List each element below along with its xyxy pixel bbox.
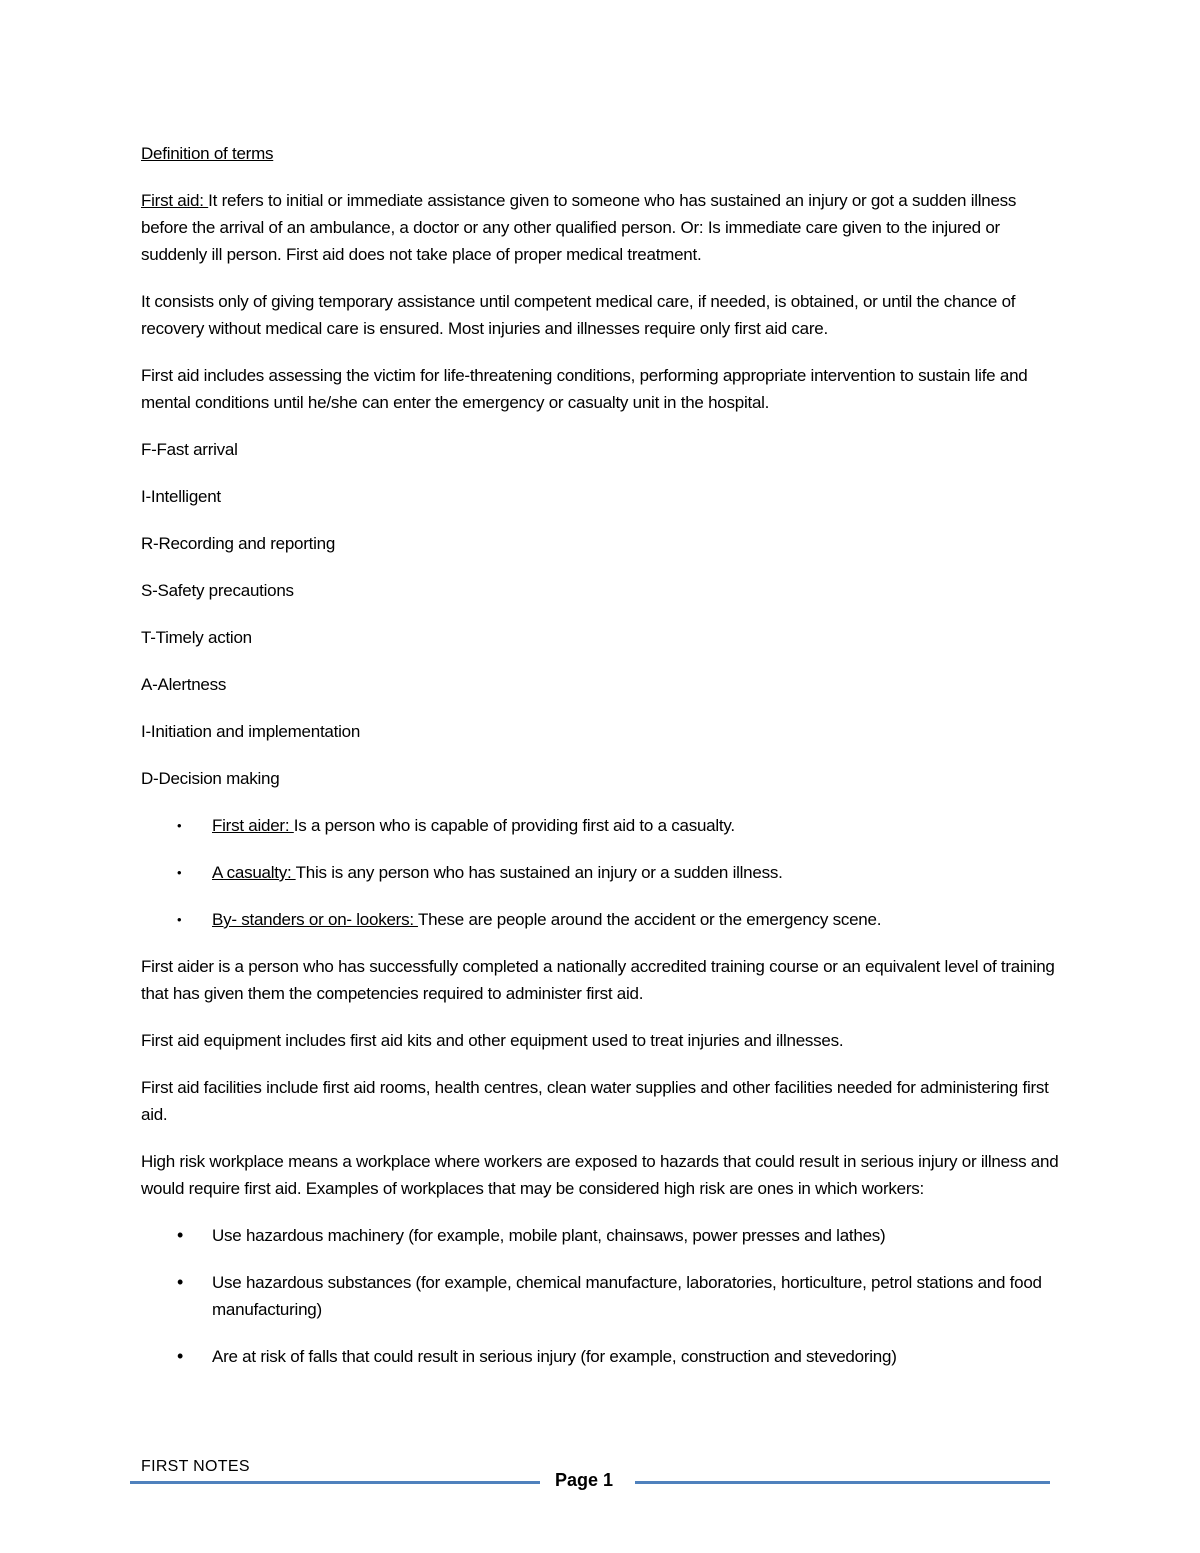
section-heading — [141, 140, 1066, 167]
heading-text: Definition of terms — [141, 144, 274, 163]
bullet-icon: • — [177, 1346, 184, 1366]
term: By- standers or on- lookers: — [212, 910, 418, 929]
acronym-line: T-Timely action — [141, 628, 252, 647]
paragraph-facilities: First aid facilities include first aid rooms, health centres, clean water supplies and other facilities needed for administering first aid. — [141, 1078, 1049, 1124]
acronym-line: F-Fast arrival — [141, 440, 238, 459]
term-first-aid: First aid: — [141, 191, 209, 210]
risk-list — [141, 1222, 1066, 1370]
document-body — [141, 140, 1066, 1390]
list-item — [141, 1343, 1066, 1370]
definition: These are people around the accident or the emergency scene. — [417, 910, 882, 929]
paragraph-first-aid — [141, 187, 1066, 268]
bullet-icon: • — [177, 818, 182, 833]
footer-divider-left — [130, 1481, 540, 1484]
acronym-line: I-Initiation and implementation — [141, 722, 361, 741]
paragraph-temporary-assistance: It consists only of giving temporary assistance until competent medical care, if needed, is obtained, or until the chance of recovery without medical care is ensured. Most injuries and illnesses require only first aid care. — [141, 292, 1016, 338]
paragraph-equipment: First aid equipment includes first aid kits and other equipment used to treat injuries and illnesses. — [141, 1031, 844, 1050]
bullet-icon: • — [177, 1272, 184, 1292]
bullet-icon: • — [177, 1225, 184, 1245]
acronym-line: D-Decision making — [141, 769, 280, 788]
term: A casualty: — [212, 863, 296, 882]
definitions-list — [141, 812, 1066, 933]
definition: This is any person who has sustained an injury or a sudden illness. — [295, 863, 783, 882]
list-item — [141, 1222, 1066, 1249]
definition: Is a person who is capable of providing first aid to a casualty. — [293, 816, 735, 835]
page-number: Page 1 — [555, 1470, 614, 1490]
definition-first-aid: It refers to initial or immediate assistance given to someone who has sustained an injury or got a sudden illness before the arrival of an ambulance, a doctor or any other qualified person. Or: Is immediate care given to the injured or suddenly ill person. First aid does not take place of proper medical treatment. — [141, 191, 1017, 264]
paragraph-high-risk: High risk workplace means a workplace where workers are exposed to hazards that could result in serious injury or illness and would require first aid. Examples of workplaces that may be considered high risk are ones in which workers: — [141, 1152, 1059, 1198]
risk-item-text: Use hazardous machinery (for example, mobile plant, chainsaws, power presses and lathes) — [212, 1226, 886, 1245]
page-footer — [130, 1458, 1050, 1498]
acronym-line: I-Intelligent — [141, 487, 221, 506]
footer-title: FIRST NOTES — [141, 1458, 250, 1475]
acronym-line: A-Alertness — [141, 675, 227, 694]
paragraph-first-aider: First aider is a person who has successfully completed a nationally accredited training course or an equivalent level of training that has given them the competencies required to administer first aid. — [141, 957, 1055, 1003]
risk-item-text: Are at risk of falls that could result in serious injury (for example, construction and stevedoring) — [212, 1347, 897, 1366]
footer-divider-right — [635, 1481, 1050, 1484]
list-item — [141, 859, 1066, 886]
term: First aider: — [212, 816, 294, 835]
list-item — [141, 906, 1066, 933]
bullet-icon: • — [177, 912, 182, 927]
acronym-line: R-Recording and reporting — [141, 534, 336, 553]
risk-item-text: Use hazardous substances (for example, chemical manufacture, laboratories, horticulture, petrol stations and food manufacturing) — [212, 1273, 1042, 1319]
acronym-line: S-Safety precautions — [141, 581, 294, 600]
paragraph-assessing: First aid includes assessing the victim for life-threatening conditions, performing appropriate intervention to sustain life and mental conditions until he/she can enter the emergency or casualty unit in the hospital. — [141, 366, 1028, 412]
list-item — [141, 1269, 1066, 1323]
list-item — [141, 812, 1066, 839]
bullet-icon: • — [177, 865, 182, 880]
